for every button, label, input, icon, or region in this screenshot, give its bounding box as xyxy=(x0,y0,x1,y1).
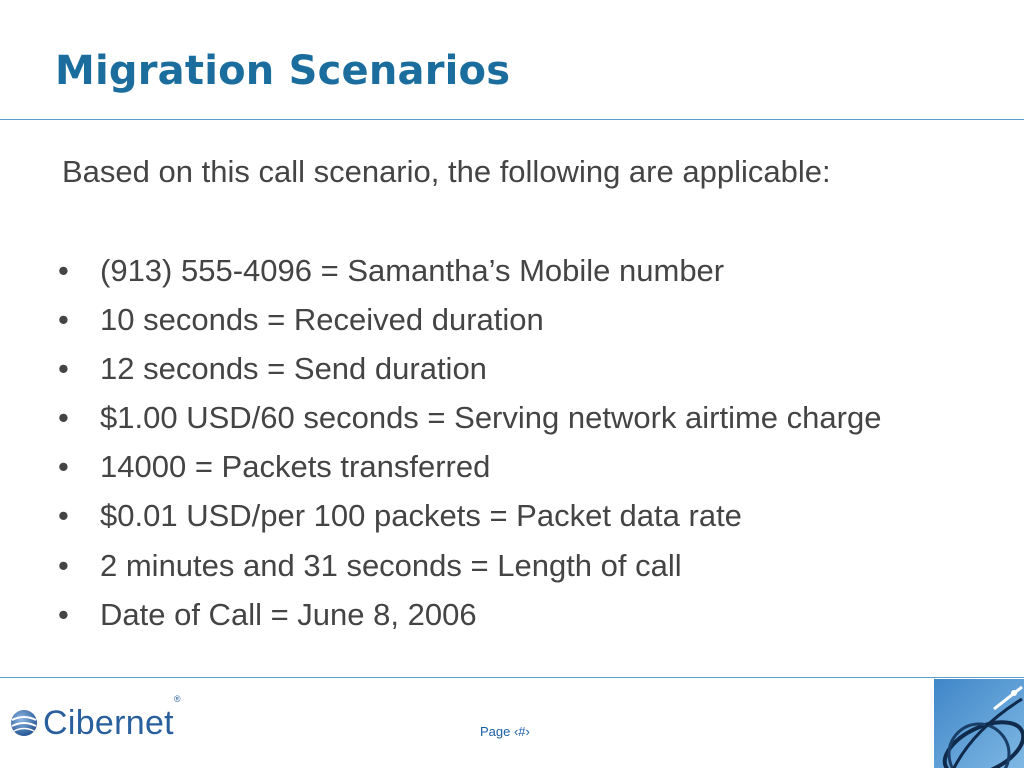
intro-text: Based on this call scenario, the following are applicable: xyxy=(62,154,831,189)
bullet-dot: • xyxy=(58,498,69,534)
slide-title: Migration Scenarios xyxy=(55,48,511,94)
footer-divider xyxy=(0,677,1024,678)
list-item xyxy=(58,447,881,496)
title-divider xyxy=(0,119,1024,120)
bullet-dot: • xyxy=(58,302,69,338)
bullet-dot: • xyxy=(58,253,69,288)
bullet-text: 12 seconds = Send duration xyxy=(100,351,487,387)
company-logo xyxy=(9,693,181,743)
list-item xyxy=(58,349,881,398)
bullet-text: 2 minutes and 31 seconds = Length of call xyxy=(100,547,682,583)
list-item xyxy=(58,546,881,595)
list-item xyxy=(58,595,881,644)
bullet-dot: • xyxy=(58,351,69,387)
bullet-dot: • xyxy=(58,449,69,485)
bullet-dot: • xyxy=(58,547,69,583)
bullet-text: 10 seconds = Received duration xyxy=(100,302,544,338)
globe-icon xyxy=(9,708,39,738)
bullet-text: $1.00 USD/60 seconds = Serving network airtime charge xyxy=(100,400,882,436)
bullet-text: Date of Call = June 8, 2006 xyxy=(100,596,477,632)
list-item xyxy=(58,398,881,447)
bullet-dot: • xyxy=(58,400,69,436)
bullet-dot: • xyxy=(58,596,69,632)
bullet-text: $0.01 USD/per 100 packets = Packet data rate xyxy=(100,498,742,534)
list-item xyxy=(58,300,881,349)
bullet-text: 14000 = Packets transferred xyxy=(100,449,491,485)
logo-wordmark: Cibernet® xyxy=(43,693,181,742)
bullet-text: (913) 555-4096 = Samantha’s Mobile number xyxy=(100,253,725,288)
list-item xyxy=(58,251,881,300)
page-number-label: Page ‹#› xyxy=(480,724,530,739)
list-item xyxy=(58,496,881,545)
globe-rings-icon xyxy=(934,679,1024,768)
bullet-list xyxy=(58,251,881,644)
